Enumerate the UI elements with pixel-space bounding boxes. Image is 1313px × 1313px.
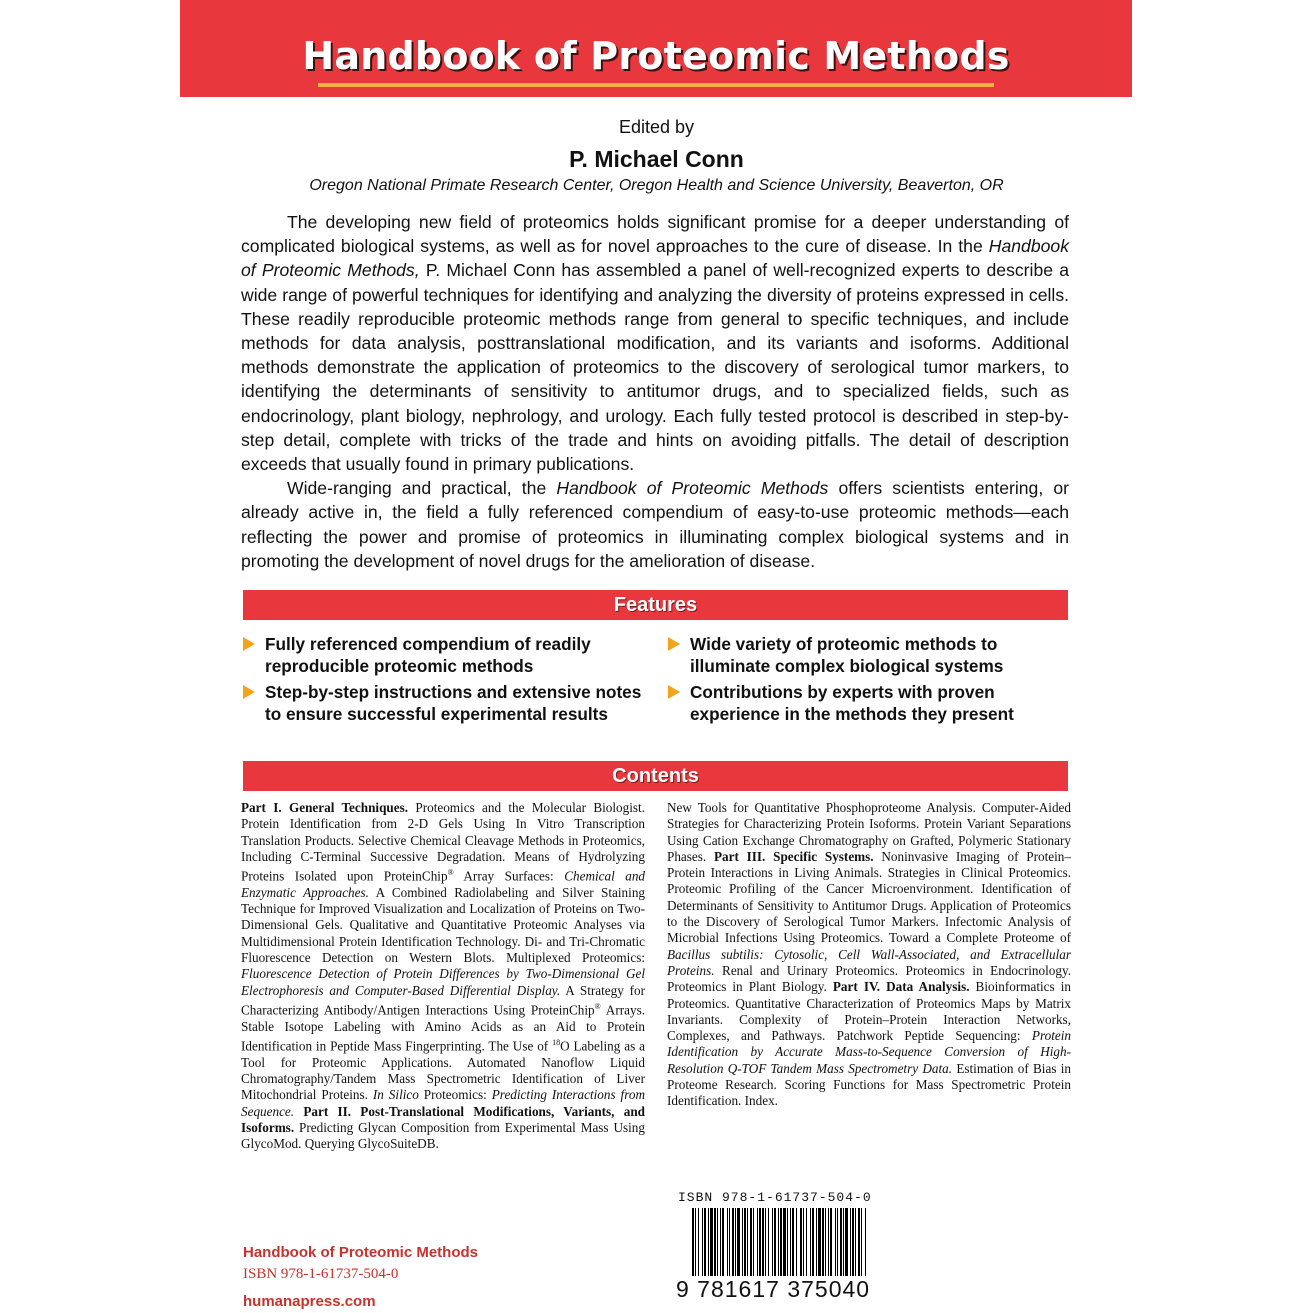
description-text: offers scientists entering, or already active in, the field a fully referenced compendium of easy-to-use proteomic methods—each reflecting the power and promise of proteomics in illuminating complex biological systems and in promoting the development of novel drugs for the amelioration of disease. bbox=[241, 478, 1069, 571]
barcode-bar bbox=[818, 1208, 821, 1276]
contents-run: Arrays. Stable Isotope Labeling with Amino Acids as an Aid to Protein Identification in Peptide Mass Fingerprinting. The Use of bbox=[241, 1002, 645, 1054]
barcode-bar bbox=[692, 1208, 694, 1276]
contents-run: Renal and Urinary Proteomics. Proteomics in Endocrinology. Proteomics in Plant Biology. bbox=[667, 962, 1071, 995]
book-title: Handbook of Proteomic Methods bbox=[302, 34, 1010, 78]
footer-website: humanapress.com bbox=[243, 1293, 376, 1310]
barcode-bar bbox=[830, 1208, 832, 1276]
barcode-bar bbox=[843, 1208, 844, 1276]
barcode-bar bbox=[861, 1208, 862, 1276]
contents-run: Proteomics and the Molecular Biologist. Protein Identification from 2-D Gels Using In Vitro Transcription Translation Products. Selective Chemical Cleavage Methods in Proteomics, Including C-Terminal Successive Degradation. Means of Hydrolyzing Proteins Isolated upon ProteinChip bbox=[241, 800, 646, 884]
barcode-bar bbox=[747, 1208, 748, 1276]
description-text: Wide-ranging and practical, the bbox=[287, 478, 557, 499]
barcode-bar bbox=[757, 1208, 758, 1276]
barcode-bar bbox=[727, 1208, 728, 1276]
footer-isbn: ISBN 978-1-61737-504-0 bbox=[243, 1266, 399, 1282]
description-paragraph-1 bbox=[241, 210, 1069, 476]
contents-part-heading: Part I. General Techniques. bbox=[241, 800, 409, 815]
feature-item bbox=[243, 681, 643, 725]
barcode-bar bbox=[835, 1208, 836, 1276]
contents-run: Protein Identification by Accurate Mass-to-Sequence Conversion of High-Resolution Q-TOF Tandem Mass Spectrometry Data. bbox=[667, 1028, 1071, 1076]
barcode-bar bbox=[806, 1208, 807, 1276]
barcode-bar bbox=[828, 1208, 829, 1276]
description-text: P. Michael Conn has assembled a panel of well-recognized experts to describe a wide range of powerful techniques for identifying and analyzing the diversity of proteins expressed in cells. These readily reproducible proteomic methods range from general to specific techniques, and include methods for data analysis, posttranslational modification, and its variants and isoforms. Additional methods demonstrate the application of proteomics to the discovery of serological tumor markers, to identifying the determinants of sensitivity to antitumor drugs, and to specialized fields, such as endocrinology, plant biology, nephrology, and urology. Each fully tested protocol is described in step-by-step detail, complete with tricks of the trade and hints on avoiding pitfalls. The detail of description exceeds that usually found in primary publications. bbox=[241, 260, 1069, 475]
contents-run: Estimation of Bias in Proteome Research. Scoring Functions for Mass Spectrometric Protein Identification. Index. bbox=[667, 1060, 1071, 1109]
contents-run: O Labeling as a Tool for Proteomic Applications. Automated Nanoflow Liquid Chromatography/Tandem Mass Spectrometric Identification of Liver Mitochondrial Proteins. bbox=[241, 1038, 645, 1103]
contents-run: Bacillus subtilis: Cytosolic, Cell Wall-Associated, and Extracellular Proteins. bbox=[667, 946, 1071, 978]
barcode-bar bbox=[722, 1208, 724, 1276]
arrow-bullet-icon bbox=[668, 685, 680, 699]
barcode-bar bbox=[855, 1208, 856, 1276]
barcode-bar bbox=[774, 1208, 776, 1276]
arrow-bullet-icon bbox=[668, 637, 680, 651]
features-right-column bbox=[668, 633, 1068, 729]
contents-right-column bbox=[667, 800, 1071, 1110]
barcode-bar bbox=[850, 1208, 851, 1276]
barcode-bar bbox=[759, 1208, 761, 1276]
barcode-bar bbox=[702, 1208, 703, 1276]
barcode-bar bbox=[768, 1208, 769, 1276]
feature-text: Contributions by experts with proven experience in the methods they present bbox=[690, 682, 1014, 724]
contents-run: ® bbox=[447, 868, 454, 878]
feature-text: Wide variety of proteomic methods to illuminate complex biological systems bbox=[690, 634, 1004, 676]
barcode-bar bbox=[800, 1208, 802, 1276]
feature-item bbox=[668, 681, 1068, 725]
contents-part-heading: Part IV. Data Analysis. bbox=[832, 979, 970, 995]
contents-text bbox=[667, 800, 1071, 1110]
description-text: The developing new field of proteomics holds significant promise for a deeper understanding of complicated biological systems, as well as for novel approaches to the cure of disease. In the bbox=[241, 212, 1069, 257]
contents-run: Predicting Glycan Composition from Experimental Mass Using GlycoMod. Querying GlycoSuiteDB. bbox=[241, 1119, 645, 1152]
barcode-bar bbox=[744, 1208, 746, 1276]
contents-run: Predicting Interactions from Sequence. bbox=[241, 1087, 645, 1119]
barcode-bar bbox=[720, 1208, 721, 1276]
barcode-bar bbox=[825, 1208, 826, 1276]
arrow-bullet-icon bbox=[243, 637, 255, 651]
book-description bbox=[241, 210, 1069, 573]
barcode-bar bbox=[803, 1208, 804, 1276]
barcode-bar bbox=[837, 1208, 838, 1276]
barcode-bar bbox=[710, 1208, 713, 1276]
feature-item bbox=[243, 633, 643, 677]
barcode-bar bbox=[783, 1208, 786, 1276]
barcode-bar bbox=[742, 1208, 743, 1276]
barcode-bar bbox=[714, 1208, 716, 1276]
barcode-bar bbox=[796, 1208, 797, 1276]
contents-run: A Strategy for Characterizing Antibody/Antigen Interactions Using ProteinChip bbox=[241, 982, 645, 1018]
contents-run: New Tools for Quantitative Phosphoproteome Analysis. Computer-Aided Strategies for Characterizing Protein Isoforms. Protein Variant Separations Using Cation Exchange Chromatography on Grafted, Polymeric Stationary Phases. bbox=[667, 800, 1071, 864]
description-book-title: Handbook of Proteomic Methods bbox=[556, 478, 829, 499]
contents-run: ® bbox=[594, 1001, 601, 1011]
contents-heading: Contents bbox=[243, 761, 1068, 791]
contents-run: Bioinformatics in Proteomics. Quantitative Characterization of Proteomics Maps by Matrix Invariants. Complexity of Protein–Protein Interaction Networks, Complexes, and Pathways. Patchwork Peptide Sequencing: bbox=[667, 979, 1071, 1044]
barcode-bar bbox=[790, 1208, 791, 1276]
barcode-bar bbox=[810, 1208, 811, 1276]
barcode-bar bbox=[750, 1208, 752, 1276]
contents-run: Chemical and Enzymatic Approaches. bbox=[241, 868, 646, 900]
barcode-bar bbox=[737, 1208, 740, 1276]
barcode-bar bbox=[865, 1208, 866, 1276]
features-left-column bbox=[243, 633, 643, 729]
barcode-bar bbox=[708, 1208, 709, 1276]
barcode-bar bbox=[698, 1208, 699, 1276]
editor-affiliation: Oregon National Primate Research Center, Oregon Health and Science University, Beaverton, OR bbox=[309, 177, 1004, 194]
barcode-bar bbox=[822, 1208, 824, 1276]
barcode-bar bbox=[762, 1208, 764, 1276]
contents-run: In Silico bbox=[372, 1087, 419, 1103]
features-heading: Features bbox=[243, 590, 1068, 620]
contents-run: A Combined Radiolabeling and Silver Staining Technique for Improved Visualization and Localization of Proteins on Two-Dimensional Gels. Qualitative and Quantitative Proteomic Analyses via Multidimensional Protein Identification Technology. Di- and Tri-Chromatic Fluorescence Detection on Western Blots. Multiplexed Proteomics: bbox=[241, 884, 646, 966]
feature-text: Step-by-step instructions and extensive notes to ensure successful experimental results bbox=[265, 682, 642, 724]
feature-item bbox=[668, 633, 1068, 677]
contents-run: Proteomics: bbox=[418, 1087, 492, 1103]
barcode-bar bbox=[735, 1208, 736, 1276]
barcode-bar bbox=[717, 1208, 718, 1276]
description-book-title: Handbook of Proteomic Methods, bbox=[241, 236, 1069, 281]
editor-name: P. Michael Conn bbox=[569, 146, 744, 172]
barcode-bar bbox=[765, 1208, 766, 1276]
barcode-bar bbox=[729, 1208, 730, 1276]
barcode-isbn-label: ISBN 978-1-61737-504-0 bbox=[678, 1190, 872, 1205]
barcode-graphic bbox=[692, 1208, 867, 1276]
feature-text: Fully referenced compendium of readily reproducible proteomic methods bbox=[265, 634, 591, 676]
barcode-bar bbox=[816, 1208, 817, 1276]
barcode-bar bbox=[845, 1208, 848, 1276]
contents-left-column bbox=[241, 800, 645, 1152]
barcode-bar bbox=[792, 1208, 794, 1276]
footer-title: Handbook of Proteomic Methods bbox=[243, 1244, 479, 1261]
contents-run bbox=[294, 1104, 303, 1119]
contents-text bbox=[241, 800, 645, 1152]
barcode-digits: 9 781617 375040 bbox=[676, 1276, 871, 1302]
barcode-bar bbox=[732, 1208, 734, 1276]
contents-part-heading: Part II. Post-Translational Modifications, Variants, and Isoforms. bbox=[241, 1103, 645, 1135]
barcode-bar bbox=[704, 1208, 706, 1276]
contents-run: 18 bbox=[552, 1037, 561, 1047]
edited-by-label: Edited by bbox=[618, 117, 695, 137]
barcode-bar bbox=[780, 1208, 782, 1276]
contents-part-heading: Part III. Specific Systems. bbox=[713, 848, 874, 864]
barcode-bar bbox=[787, 1208, 788, 1276]
title-underline bbox=[318, 83, 994, 87]
contents-run: Fluorescence Detection of Protein Differences by Two-Dimensional Gel Electrophoresis and Computer-Based Differential Display. bbox=[241, 966, 645, 998]
barcode-bar bbox=[858, 1208, 860, 1276]
barcode-bar bbox=[695, 1208, 696, 1276]
barcode-bar bbox=[778, 1208, 779, 1276]
barcode-bar bbox=[753, 1208, 754, 1276]
arrow-bullet-icon bbox=[243, 685, 255, 699]
description-paragraph-2 bbox=[241, 476, 1069, 573]
barcode-bar bbox=[852, 1208, 854, 1276]
barcode-bar bbox=[772, 1208, 773, 1276]
barcode-bar bbox=[812, 1208, 814, 1276]
contents-run: Noninvasive Imaging of Protein–Protein Interactions in Living Animals. Strategies in Clinical Proteomics. Proteomic Profiling of the Cancer Microenvironment. Identification of Determinants of Sensitivity to Antitumor Drugs. Application of Proteomics to the Discovery of Serological Tumor Markers. Infectomic Analysis of Microbial Infections Using Proteomics. Toward a Complete Proteome of bbox=[667, 848, 1071, 946]
contents-run: Array Surfaces: bbox=[453, 868, 565, 884]
barcode-bar bbox=[840, 1208, 842, 1276]
